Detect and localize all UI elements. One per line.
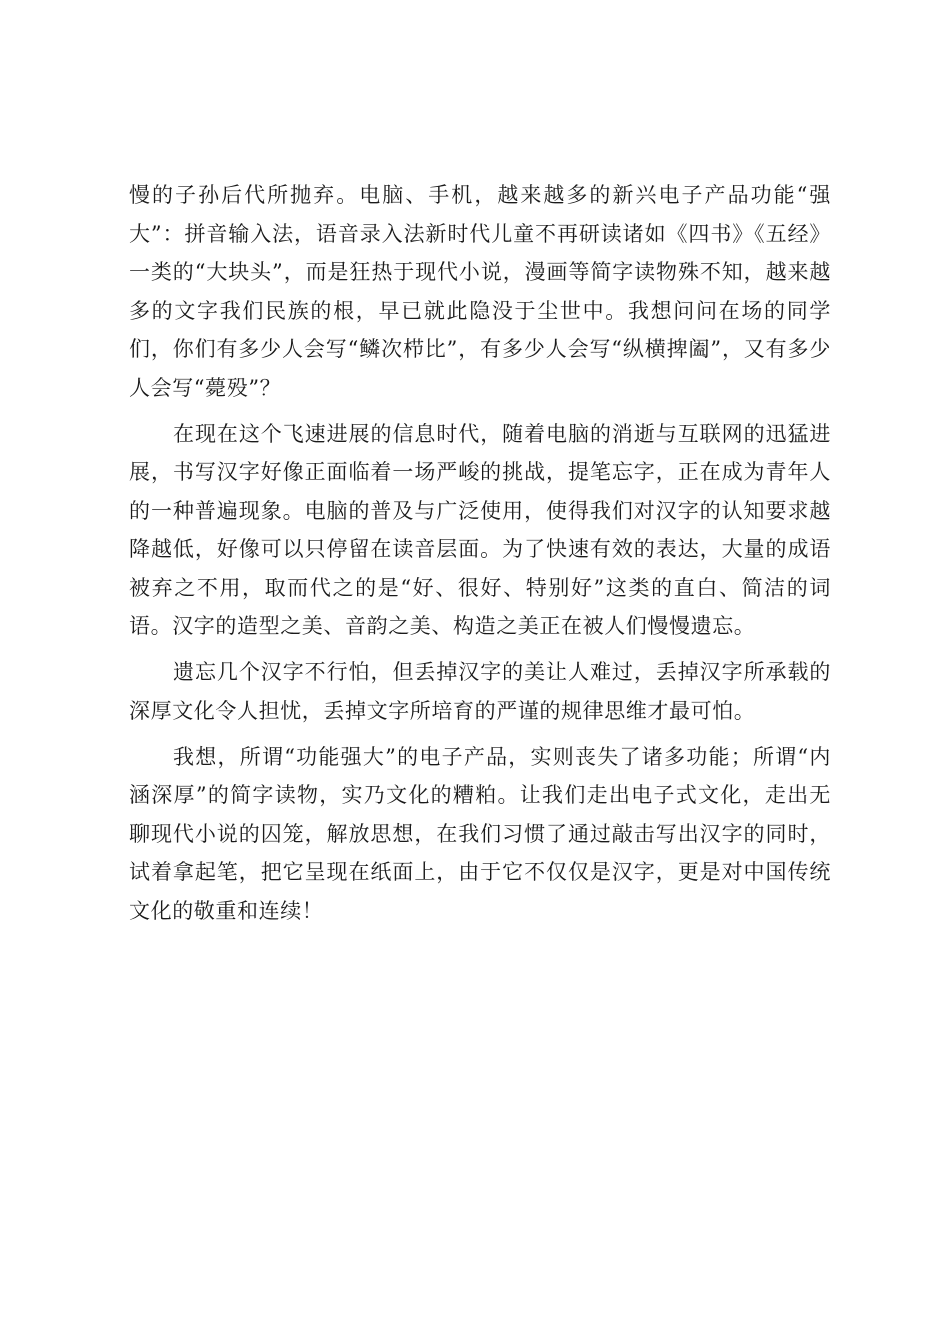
paragraph-conclusion: 我想，所谓“功能强大”的电子产品，实则丧失了诸多功能；所谓“内涵深厚”的简字读物，实乃文化的糟粕。让我们走出电子式文化，走出无聊现代小说的囚笼，解放思想，在我们习惯了通过敲击写出汉字的同时，试着拿起笔，把它呈现在纸面上，由于它不仅仅是汉字，更是对中国传统文化的敬重和连续！ xyxy=(129,744,831,923)
paragraph-information-age: 在现在这个飞速进展的信息时代，随着电脑的消逝与互联网的迅猛进展，书写汉字好像正面临着一场严峻的挑战，提笔忘字，正在成为青年人的一种普遍现象。电脑的普及与广泛使用，使得我们对汉字的认知要求越降越低，好像可以只停留在读音层面。为了快速有效的表达，大量的成语被弃之不用，取而代之的是“好、很好、特别好”这类的直白、简洁的词语。汉字的造型之美、音韵之美、构造之美正在被人们慢慢遗忘。 xyxy=(129,421,831,638)
paragraph-forgetting-characters: 遗忘几个汉字不行怕，但丢掉汉字的美让人难过，丢掉汉字所承载的深厚文化令人担忧，丢掉文字所培育的严谨的规律思维才最可怕。 xyxy=(129,660,831,723)
document-body xyxy=(129,176,831,938)
paragraph-continuation: 慢的子孙后代所抛弃。电脑、手机，越来越多的新兴电子产品功能“强大”：拼音输入法，语音录入法新时代儿童不再研读诸如《四书》《五经》一类的“大块头”，而是狂热于现代小说，漫画等简字读物殊不知，越来越多的文字我们民族的根，早已就此隐没于尘世中。我想问问在场的同学们，你们有多少人会写“鳞次栉比”，有多少人会写“纵横捭阖”，又有多少人会写“薨殁”？ xyxy=(129,183,831,400)
